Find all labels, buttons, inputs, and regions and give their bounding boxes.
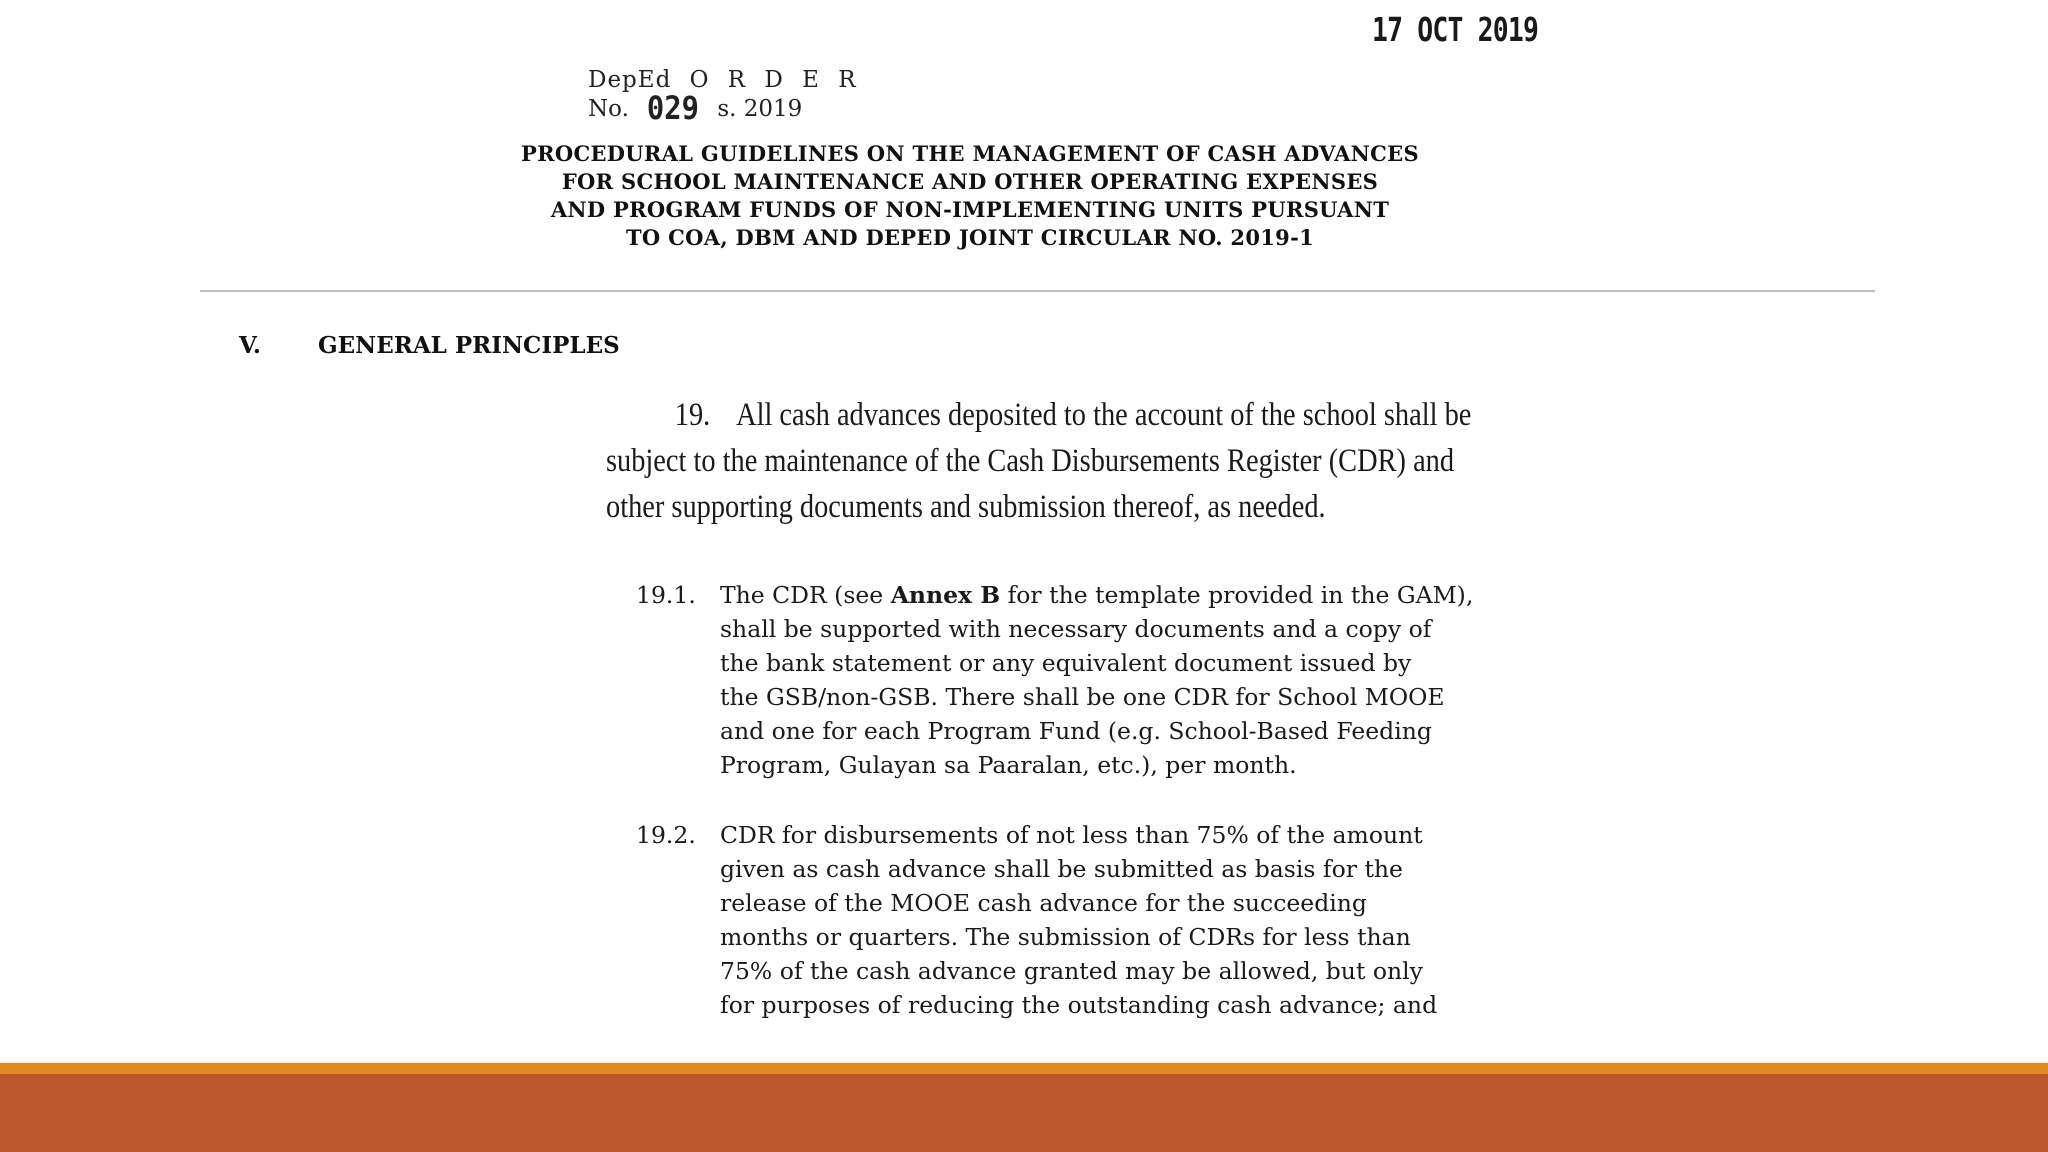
- subparagraph-19-2-number: 19.2.: [636, 821, 696, 849]
- subparagraph-line: [720, 578, 1620, 612]
- order-agency: DepEd: [588, 67, 672, 93]
- section-number: V.: [239, 332, 261, 359]
- title-line: AND PROGRAM FUNDS OF NON-IMPLEMENTING UNITS PURSUANT: [550, 197, 1390, 222]
- subparagraph-19-2-body: [720, 818, 1620, 1022]
- annex-reference: Annex B: [890, 581, 1001, 609]
- paragraph-19-line: subject to the maintenance of the Cash Disbursements Register (CDR) and: [606, 443, 1455, 479]
- paragraph-19-line: other supporting documents and submission thereof, as needed.: [606, 489, 1326, 525]
- footer-bar: [0, 1074, 2048, 1152]
- order-no-label: No.: [588, 96, 629, 122]
- footer-accent-stripe: [0, 1063, 2048, 1074]
- paragraph-19-number: 19.: [674, 397, 711, 433]
- paragraph-19: [606, 392, 1472, 530]
- paragraph-19-text: All cash advances deposited to the account of the school shall be: [736, 397, 1472, 433]
- order-label: O R D E R: [689, 67, 862, 93]
- document-title: [270, 140, 1670, 252]
- subparagraph-line: and one for each Program Fund (e.g. School-Based Feeding: [720, 717, 1432, 745]
- order-heading: [588, 66, 862, 94]
- subparagraph-line: the GSB/non-GSB. There shall be one CDR for School MOOE: [720, 683, 1445, 711]
- order-number-line: [588, 89, 862, 127]
- order-series: s. 2019: [717, 96, 803, 122]
- subparagraph-line: months or quarters. The submission of CDRs for less than: [720, 923, 1411, 951]
- subparagraph-line: shall be supported with necessary documents and a copy of: [720, 615, 1432, 643]
- subparagraph-line: Program, Gulayan sa Paaralan, etc.), per month.: [720, 751, 1297, 779]
- title-line: FOR SCHOOL MAINTENANCE AND OTHER OPERATING EXPENSES: [561, 169, 1379, 194]
- order-reference: [588, 66, 862, 127]
- date-stamp: 17 OCT 2019: [1372, 10, 1539, 49]
- header-divider: [200, 290, 1875, 292]
- paragraph-19-line: [606, 392, 1472, 438]
- title-line: TO COA, DBM AND DEPED JOINT CIRCULAR NO. 2019-1: [626, 225, 1314, 250]
- subparagraph-text: The CDR (see: [720, 581, 891, 609]
- subparagraph-line: for purposes of reducing the outstanding cash advance; and: [720, 991, 1438, 1019]
- subparagraph-line: 75% of the cash advance granted may be allowed, but only: [720, 957, 1423, 985]
- section-title: GENERAL PRINCIPLES: [318, 332, 620, 359]
- subparagraph-line: release of the MOOE cash advance for the succeeding: [720, 889, 1367, 917]
- subparagraph-19-1-body: [720, 578, 1620, 782]
- title-line: PROCEDURAL GUIDELINES ON THE MANAGEMENT OF CASH ADVANCES: [521, 141, 1419, 166]
- subparagraph-19-1-number: 19.1.: [636, 581, 696, 609]
- order-number: 029: [647, 89, 700, 127]
- subparagraph-text: for the template provided in the GAM),: [1000, 581, 1474, 609]
- subparagraph-line: given as cash advance shall be submitted as basis for the: [720, 855, 1403, 883]
- subparagraph-line: CDR for disbursements of not less than 75% of the amount: [720, 821, 1423, 849]
- subparagraph-line: the bank statement or any equivalent document issued by: [720, 649, 1412, 677]
